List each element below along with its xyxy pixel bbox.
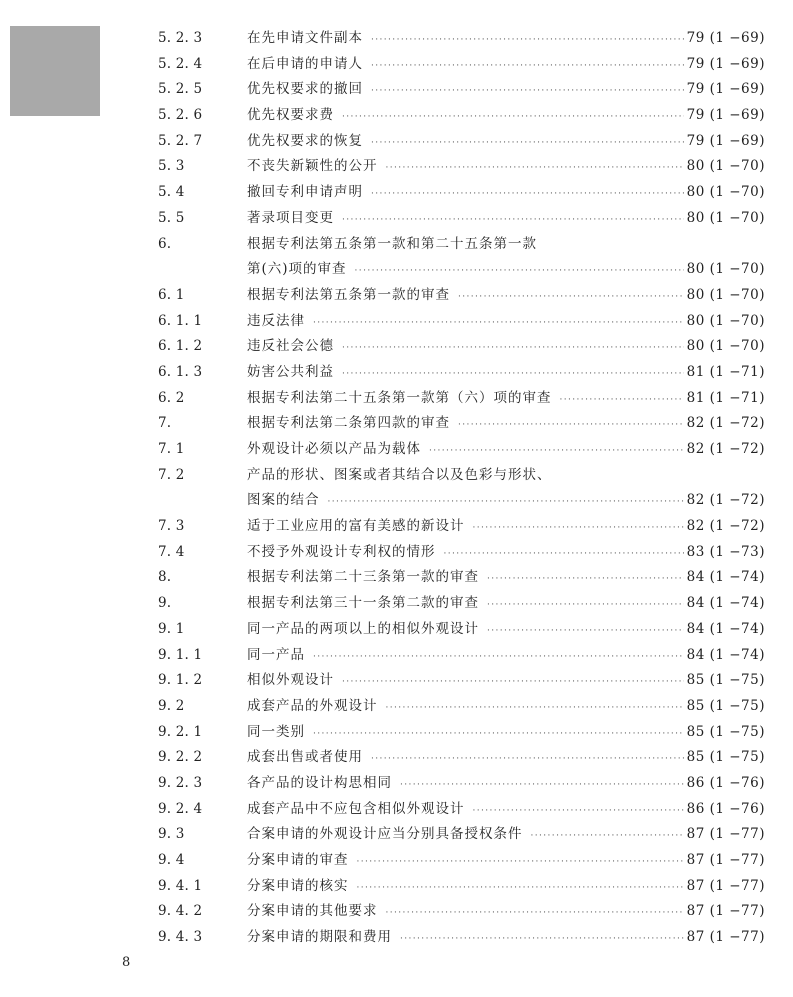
toc-entry-number: 9. 2 <box>158 697 185 714</box>
toc-entry-page: 85 (1 −75) <box>686 749 765 766</box>
toc-entry-line <box>247 411 765 439</box>
toc-entry-title: 撤回专利申请声明 <box>247 184 363 201</box>
page-number: 8 <box>122 955 131 970</box>
toc-entry-title: 违反法律 <box>247 312 305 329</box>
toc-entry <box>0 52 793 78</box>
toc-entry-title: 同一产品的两项以上的相似外观设计 <box>247 620 479 637</box>
toc-entry <box>0 386 793 412</box>
toc-entry-line <box>247 848 765 876</box>
toc-entry-title: 优先权要求的恢复 <box>247 132 363 149</box>
toc-leader-dots <box>313 722 684 748</box>
toc-leader-dots <box>531 824 684 850</box>
toc-entry-number: 5. 5 <box>158 209 185 226</box>
toc-entry-page: 79 (1 −69) <box>686 30 765 46</box>
toc-entry-line <box>247 77 765 105</box>
toc-entry-number: 9. 2. 2 <box>158 749 203 766</box>
toc-leader-dots <box>342 336 684 362</box>
toc-leader-dots <box>371 131 684 157</box>
toc-leader-dots <box>342 105 684 131</box>
toc-entry-line <box>247 874 765 902</box>
toc-entry-title: 适于工业应用的富有美感的新设计 <box>247 518 465 535</box>
toc-entry-page: 85 (1 −75) <box>686 723 765 740</box>
toc-entry-page: 80 (1 −70) <box>686 261 765 278</box>
toc-entry-page: 80 (1 −70) <box>686 158 765 175</box>
toc-entry-line <box>247 309 765 337</box>
toc-entry-number: 9. 1. 1 <box>158 646 203 663</box>
toc-entry-page: 87 (1 −77) <box>686 852 765 868</box>
toc-entry-number: 9. 3 <box>158 826 185 843</box>
toc-entry-page: 84 (1 −74) <box>686 620 765 637</box>
toc-leader-dots <box>342 670 684 696</box>
toc-entry <box>0 488 793 514</box>
toc-entry-page: 81 (1 −71) <box>686 363 765 380</box>
toc-entry-line <box>247 488 765 516</box>
toc-entry-title: 第(六)项的审查 <box>247 261 347 278</box>
toc-leader-dots <box>371 747 684 773</box>
toc-entry-title: 根据专利法第二条第四款的审查 <box>247 415 450 432</box>
toc-entry <box>0 309 793 335</box>
toc-entry-title: 分案申请的其他要求 <box>247 903 378 920</box>
toc-leader-dots <box>328 490 684 516</box>
toc-entry-number: 6. 1 <box>158 286 185 303</box>
toc-entry <box>0 232 793 258</box>
toc-leader-dots <box>400 773 684 799</box>
toc-entry-page: 85 (1 −75) <box>686 672 765 689</box>
toc-entry-title: 分案申请的审查 <box>247 852 349 868</box>
toc-entry-line <box>247 154 765 182</box>
toc-entry <box>0 771 793 797</box>
toc-leader-dots <box>560 388 684 414</box>
toc-entry-number: 6. <box>158 235 172 252</box>
toc-entry <box>0 360 793 386</box>
toc-entry-title: 各产品的设计构思相同 <box>247 774 392 791</box>
toc-entry-page: 87 (1 −77) <box>686 877 765 894</box>
toc-leader-dots <box>371 182 684 208</box>
toc-leader-dots <box>400 927 684 953</box>
table-of-contents <box>0 26 793 951</box>
toc-leader-dots <box>444 542 684 568</box>
toc-entry-line <box>247 720 765 748</box>
toc-entry-page: 87 (1 −77) <box>686 903 765 920</box>
toc-entry-line <box>247 925 765 953</box>
toc-entry-line <box>247 617 765 645</box>
toc-entry-number: 7. <box>158 415 172 432</box>
toc-entry-title: 外观设计必须以产品为载体 <box>247 441 421 457</box>
toc-entry-page: 82 (1 −72) <box>686 518 765 535</box>
toc-entry-page: 86 (1 −76) <box>686 800 765 817</box>
toc-entry-title: 图案的结合 <box>247 492 320 509</box>
toc-entry <box>0 720 793 746</box>
toc-leader-dots <box>355 259 684 285</box>
toc-entry-line <box>247 463 765 489</box>
toc-entry-title: 成套产品的外观设计 <box>247 697 378 714</box>
toc-entry-number: 6. 1. 2 <box>158 338 203 355</box>
toc-entry-title: 违反社会公德 <box>247 338 334 355</box>
toc-entry <box>0 899 793 925</box>
toc-entry <box>0 437 793 463</box>
toc-entry-number: 9. <box>158 595 172 612</box>
toc-entry <box>0 925 793 951</box>
toc-entry-page: 82 (1 −72) <box>686 441 765 457</box>
toc-entry-line <box>247 52 765 80</box>
toc-entry-number: 7. 1 <box>158 441 185 457</box>
toc-entry-number: 9. 2. 4 <box>158 800 203 817</box>
toc-leader-dots <box>473 799 684 825</box>
toc-entry-title: 根据专利法第二十五条第一款第（六）项的审查 <box>247 389 552 406</box>
toc-entry-title: 不授予外观设计专利权的情形 <box>247 543 436 560</box>
toc-entry <box>0 103 793 129</box>
toc-leader-dots <box>487 567 684 593</box>
toc-entry-line <box>247 643 765 671</box>
toc-entry-line <box>247 334 765 362</box>
toc-entry-title: 成套产品中不应包含相似外观设计 <box>247 800 465 817</box>
toc-entry-line <box>247 129 765 157</box>
toc-entry <box>0 848 793 874</box>
toc-entry-line <box>247 386 765 414</box>
toc-entry-page: 79 (1 −69) <box>686 107 765 124</box>
toc-entry <box>0 643 793 669</box>
toc-entry-number: 9. 1. 2 <box>158 672 203 689</box>
toc-entry-line <box>247 797 765 825</box>
toc-entry <box>0 694 793 720</box>
toc-entry-title: 根据专利法第五条第一款和第二十五条第一款 <box>247 235 537 252</box>
toc-entry-number: 7. 3 <box>158 518 185 535</box>
toc-entry <box>0 154 793 180</box>
toc-entry-number: 6. 2 <box>158 389 185 406</box>
toc-entry-line <box>247 26 765 54</box>
toc-entry-line <box>247 899 765 927</box>
toc-entry-number: 9. 2. 1 <box>158 723 203 740</box>
toc-leader-dots <box>487 593 684 619</box>
toc-entry-number: 9. 2. 3 <box>158 774 203 791</box>
toc-entry-line <box>247 360 765 388</box>
toc-entry-number: 8. <box>158 569 172 586</box>
toc-entry-number: 9. 4 <box>158 852 185 868</box>
toc-entry-title: 分案申请的核实 <box>247 877 349 894</box>
toc-entry <box>0 26 793 52</box>
toc-entry-page: 79 (1 −69) <box>686 55 765 72</box>
toc-entry-title: 妨害公共利益 <box>247 363 334 380</box>
toc-entry-page: 84 (1 −74) <box>686 569 765 586</box>
toc-entry-page: 80 (1 −70) <box>686 338 765 355</box>
toc-entry <box>0 463 793 489</box>
toc-entry-page: 86 (1 −76) <box>686 774 765 791</box>
toc-entry <box>0 591 793 617</box>
toc-leader-dots <box>371 28 684 54</box>
toc-leader-dots <box>458 413 684 439</box>
toc-entry-number: 5. 4 <box>158 184 185 201</box>
toc-entry-line <box>247 514 765 542</box>
toc-entry <box>0 617 793 643</box>
toc-entry <box>0 668 793 694</box>
toc-entry-line <box>247 232 765 258</box>
toc-entry-page: 85 (1 −75) <box>686 697 765 714</box>
toc-leader-dots <box>386 156 684 182</box>
toc-leader-dots <box>342 362 684 388</box>
toc-entry-number: 5. 2. 3 <box>158 30 203 46</box>
toc-entry-number: 5. 2. 7 <box>158 132 203 149</box>
toc-entry-line <box>247 180 765 208</box>
toc-entry-number: 5. 3 <box>158 158 185 175</box>
toc-entry-title: 根据专利法第三十一条第二款的审查 <box>247 595 479 612</box>
toc-entry-title: 优先权要求费 <box>247 107 334 124</box>
toc-entry-number: 6. 1. 3 <box>158 363 203 380</box>
toc-entry <box>0 874 793 900</box>
toc-entry-title: 在先申请文件副本 <box>247 30 363 46</box>
toc-entry-line <box>247 206 765 234</box>
toc-entry-page: 84 (1 −74) <box>686 646 765 663</box>
toc-entry-page: 79 (1 −69) <box>686 132 765 149</box>
toc-entry-line <box>247 668 765 696</box>
toc-entry-number: 9. 4. 2 <box>158 903 203 920</box>
toc-leader-dots <box>371 79 684 105</box>
toc-entry <box>0 77 793 103</box>
toc-leader-dots <box>473 516 684 542</box>
toc-entry-page: 83 (1 −73) <box>686 543 765 560</box>
toc-entry-page: 82 (1 −72) <box>686 415 765 432</box>
toc-entry <box>0 514 793 540</box>
toc-entry-number: 9. 4. 1 <box>158 877 203 894</box>
toc-leader-dots <box>386 901 684 927</box>
toc-entry-page: 80 (1 −70) <box>686 184 765 201</box>
toc-entry-page: 80 (1 −70) <box>686 286 765 303</box>
toc-entry <box>0 206 793 232</box>
toc-entry-page: 79 (1 −69) <box>686 81 765 98</box>
toc-leader-dots <box>342 208 684 234</box>
toc-entry <box>0 822 793 848</box>
toc-entry-line <box>247 591 765 619</box>
toc-entry-number: 9. 1 <box>158 620 185 637</box>
toc-leader-dots <box>313 645 684 671</box>
toc-entry-title: 根据专利法第二十三条第一款的审查 <box>247 569 479 586</box>
toc-entry-page: 82 (1 −72) <box>686 492 765 509</box>
toc-entry-line <box>247 283 765 311</box>
toc-entry-page: 81 (1 −71) <box>686 389 765 406</box>
toc-entry <box>0 411 793 437</box>
toc-leader-dots <box>357 876 684 902</box>
toc-leader-dots <box>357 850 684 876</box>
toc-entry <box>0 565 793 591</box>
toc-entry-title: 合案申请的外观设计应当分别具备授权条件 <box>247 826 523 843</box>
toc-entry-title: 著录项目变更 <box>247 209 334 226</box>
toc-entry <box>0 540 793 566</box>
toc-entry <box>0 334 793 360</box>
toc-entry-number: 7. 4 <box>158 543 185 560</box>
toc-entry <box>0 745 793 771</box>
toc-leader-dots <box>458 285 684 311</box>
toc-leader-dots <box>429 439 684 465</box>
toc-entry-number: 7. 2 <box>158 466 185 483</box>
toc-entry-number: 9. 4. 3 <box>158 929 203 946</box>
toc-entry-line <box>247 540 765 568</box>
toc-entry-title: 同一类别 <box>247 723 305 740</box>
toc-entry-title: 根据专利法第五条第一款的审查 <box>247 286 450 303</box>
toc-entry-line <box>247 437 765 465</box>
toc-entry-title: 分案申请的期限和费用 <box>247 929 392 946</box>
toc-entry <box>0 797 793 823</box>
toc-entry-line <box>247 745 765 773</box>
toc-entry-line <box>247 694 765 722</box>
toc-entry-title: 优先权要求的撤回 <box>247 81 363 98</box>
toc-entry-line <box>247 257 765 285</box>
toc-entry-number: 5. 2. 6 <box>158 107 203 124</box>
toc-entry-number: 5. 2. 5 <box>158 81 203 98</box>
toc-entry <box>0 283 793 309</box>
toc-leader-dots <box>487 619 684 645</box>
toc-entry-page: 80 (1 −70) <box>686 312 765 329</box>
toc-entry-number: 6. 1. 1 <box>158 312 203 329</box>
toc-leader-dots <box>371 54 684 80</box>
toc-entry-page: 84 (1 −74) <box>686 595 765 612</box>
toc-entry-title: 成套出售或者使用 <box>247 749 363 766</box>
toc-entry-line <box>247 103 765 131</box>
toc-entry-page: 80 (1 −70) <box>686 209 765 226</box>
toc-leader-dots <box>386 696 684 722</box>
toc-entry-title: 不丧失新颖性的公开 <box>247 158 378 175</box>
toc-entry <box>0 129 793 155</box>
toc-entry-number: 5. 2. 4 <box>158 55 203 72</box>
toc-entry-title: 同一产品 <box>247 646 305 663</box>
toc-entry <box>0 257 793 283</box>
toc-leader-dots <box>313 311 684 337</box>
toc-entry-line <box>247 565 765 593</box>
toc-entry-title: 产品的形状、图案或者其结合以及色彩与形状、 <box>247 466 552 483</box>
toc-entry-title: 相似外观设计 <box>247 672 334 689</box>
toc-entry-title: 在后申请的申请人 <box>247 55 363 72</box>
toc-entry <box>0 180 793 206</box>
toc-entry-page: 87 (1 −77) <box>686 929 765 946</box>
toc-entry-page: 87 (1 −77) <box>686 826 765 843</box>
toc-entry-line <box>247 771 765 799</box>
toc-entry-line <box>247 822 765 850</box>
